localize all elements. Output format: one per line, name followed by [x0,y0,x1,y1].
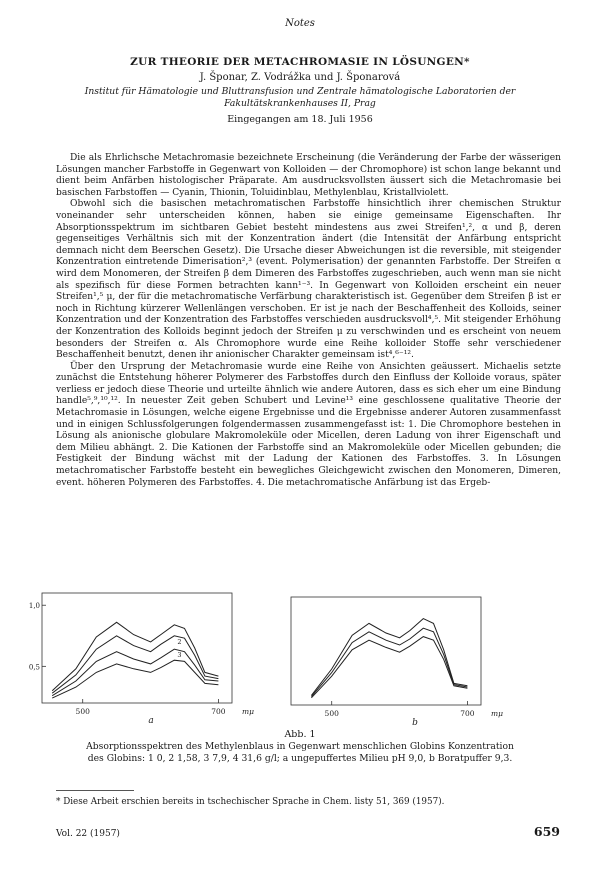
x-tick-label: 500 [75,707,90,716]
footnote-divider [56,790,134,791]
figure-caption: Absorptionsspektren des Methylenblaus in Gegenwart menschlichen Globins Konzentration des Globins: 1 0, 2 1,58, 3 7,9, 4 31,6 g/l; a ungepuffertes Milieu pH 9,0, b Boratpuffer 9,3. [86,741,514,764]
paragraph: Obwohl sich die basischen metachromatischen Farbstoffe hinsichtlich ihrer chemischen Struktur voneinander sehr unterscheiden können, haben sie einige gemeinsame Eigenschaften. Ihr Absorptionsspektrum im sichtbaren Gebiet besteht mindestens aus zwei Streifen¹,², α und β, deren gegenseitiges Verhältnis sich mit der Konzentration ändert (die Intensität der Anfärbung entspricht demnach nicht dem Beerschen Gesetz). Die Ursache dieser Abweichungen ist die reversible, mit steigender Konzentration eintretende Dimerisation²,³ (event. Polymerisation) der genannten Farbstoffe. Der Streifen α wird dem Monomeren, der Streifen β dem Dimeren des Farbstoffes zugeschrieben, auch wenn man sie nicht als spezifisch für diese Formen betrachten kann¹⁻³. In Gegenwart von Kolloiden erscheint ein neuer Streifen¹,⁵ μ, der für die metachromatische Verfärbung charakteristisch ist. Gegenüber dem Streifen β ist er noch in Richtung kürzerer Wellenlängen verschoben. Er ist je nach der Beschaffenheit des Kolloids, seiner Konzentration und der Konzentration des Farbstoffes verschieden ausdrucksvoll⁴,⁵. Mit steigender Erhöhung der Konzentration des Kolloids beginnt jedoch der Streifen μ zu verschwinden und es erscheint von neuem besonders der Streifen α. Als Chromophore wurde eine Reihe kolloider Stoffe sehr verschiedener Beschaffenheit benutzt, denen ihr anionischer Charakter gemeinsam ist⁴,⁶⁻¹². [56,199,561,361]
series-line-3 [52,649,218,696]
paragraph: Die als Ehrlichsche Metachromasie bezeichnete Erscheinung (die Veränderung der Farbe der wässerigen Lösungen mancher Farbstoffe in Gegenwart von Kolloiden — der Chromophore) ist schon lange bekannt und dient beim Anfärben histologischer Präparate. Am ausdrucksvollsten äussert sich die Metachromasie bei basischen Farbstoffen — Cyanin, Thionin, Toluidinblau, Methylenblau, Kristallviolett. [56,153,561,198]
x-tick-label: 700 [460,709,475,718]
y-tick-label: 0,5 [28,663,40,672]
volume-info: Vol. 22 (1957) [56,829,120,839]
x-axis-label: mμ [491,709,503,718]
x-tick-label: 700 [211,707,226,716]
plot-frame [42,593,232,703]
article-authors: J. Šponar, Z. Vodrážka und J. Šponarová [199,72,401,83]
institution: Institut für Hämatologie und Bluttransfusion und Zentrale hämatologische Laboratorien der Fakultätskrankenhauses II, Prag [84,86,516,109]
x-axis-label: mμ [242,707,254,716]
series-label: 3 [177,651,182,660]
chart-panel-b [285,587,525,728]
footnote: * Diese Arbeit erschien bereits in tschechischer Sprache in Chem. listy 51, 369 (1957). [56,797,445,807]
x-tick-label: 500 [324,709,339,718]
paragraph: Über den Ursprung der Metachromasie wurde eine Reihe von Ansichten geäussert. Michaelis setzte zunächst die Entstehung höherer Polymerer des Farbstoffes durch den Einfluss der Kolloide voraus, später verliess er jedoch diese Theorie und urteilte ähnlich wie andere Autoren, dass es sich eher um eine Bindung handle⁵,⁹,¹⁰,¹². In neuester Zeit geben Schubert und Levine¹³ eine geschlossene qualitative Theorie der Metachromasie in Lösungen, welche eigene Ergebnisse und die Ergebnisse anderer Autoren zusammenfasst und in einigen Schlussfolgerungen folgendermassen zusammengefasst ist: 1. Die Chromophore bestehen in Lösung als anionische globulare Makromoleküle oder Micellen, deren Ladung von ihrer Eigenschaft und dem Milieu abhängt. 2. Die Kationen der Farbstoffe sind an Makromoleküle oder Micellen gebunden; die Festigkeit der Bindung wächst mit der Ladung der Kationen des Farbstoffes. 3. In Lösungen metachromatischer Farbstoffe besteht ein bewegliches Gleichgewicht zwischen den Monomeren, Dimeren, event. höheren Polymeren des Farbstoffes. 4. Die metachromatische Anfärbung ist das Ergeb- [56,361,561,488]
received-date: Eingegangen am 18. Juli 1956 [227,114,373,125]
running-header: Notes [285,18,315,29]
series-line-1 [52,622,218,691]
chart-panel-a [28,587,276,726]
article-title: ZUR THEORIE DER METACHROMASIE IN LÖSUNGEN* [130,56,470,68]
series-line-2 [52,636,218,693]
figure-title: Abb. 1 [284,729,316,740]
page-number: 659 [533,824,560,839]
series-line-2 [311,628,467,696]
panel-label: b [412,718,418,728]
panel-label: a [148,716,154,726]
series-label: 2 [177,637,182,646]
figure-panels [0,587,600,727]
article-body [56,153,561,489]
y-tick-label: 1,0 [28,602,40,611]
